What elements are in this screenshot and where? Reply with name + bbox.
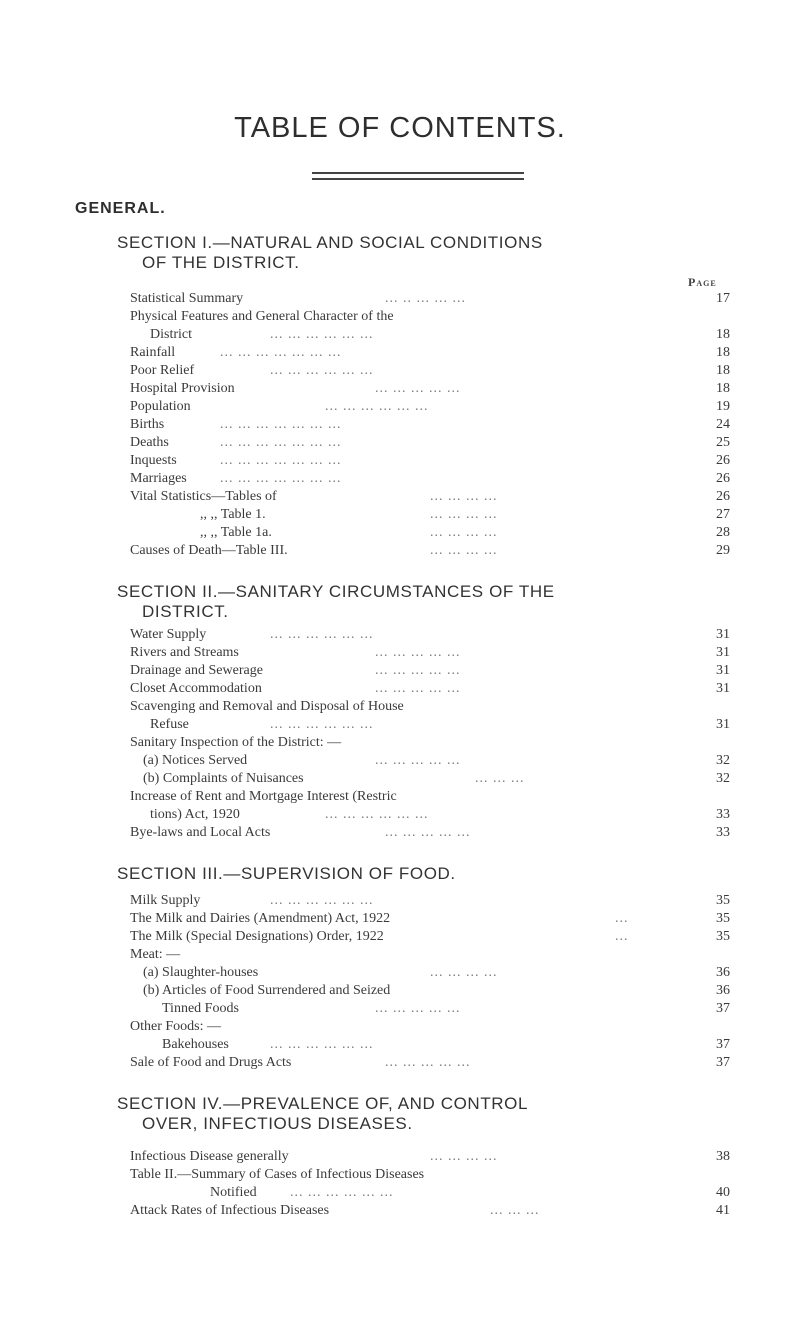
toc-entry[interactable]: Bakehouses ... ... ... ... ... ... 37 bbox=[162, 1037, 730, 1052]
toc-entry[interactable]: (b) Articles of Food Surrendered and Seized 36 bbox=[143, 983, 730, 998]
toc-entry[interactable]: District ... ... ... ... ... ... 18 bbox=[150, 327, 730, 342]
toc-entry[interactable]: Drainage and Sewerage ... ... ... ... ... 31 bbox=[130, 663, 730, 678]
section-heading-line2: DISTRICT. bbox=[142, 602, 229, 621]
section-2-heading bbox=[117, 582, 737, 622]
section-heading-line1: SECTION II.—SANITARY CIRCUMSTANCES OF THE bbox=[117, 582, 555, 601]
page-title: TABLE OF CONTENTS. bbox=[234, 112, 566, 144]
toc-entry[interactable]: Increase of Rent and Mortgage Interest (Restric bbox=[130, 789, 397, 804]
general-heading: GENERAL. bbox=[75, 200, 166, 217]
toc-entry[interactable]: Births ... ... ... ... ... ... ... 24 bbox=[130, 417, 730, 432]
section-1-heading bbox=[117, 233, 737, 273]
toc-entry[interactable]: tions) Act, 1920 ... ... ... ... ... ... 33 bbox=[150, 807, 730, 822]
toc-entry[interactable]: Hospital Provision ... ... ... ... ... 18 bbox=[130, 381, 730, 396]
section-4-heading bbox=[117, 1094, 737, 1134]
toc-entry[interactable]: Physical Features and General Character of the bbox=[130, 309, 394, 324]
toc-entry[interactable]: Vital Statistics—Tables of ... ... ... ... 26 bbox=[130, 489, 730, 504]
toc-entry[interactable]: Inquests ... ... ... ... ... ... ... 26 bbox=[130, 453, 730, 468]
toc-entry[interactable]: Population ... ... ... ... ... ... 19 bbox=[130, 399, 730, 414]
toc-entry[interactable]: Water Supply ... ... ... ... ... ... 31 bbox=[130, 627, 730, 642]
toc-entry[interactable]: Bye-laws and Local Acts ... ... ... ... ... 33 bbox=[130, 825, 730, 840]
toc-entry[interactable]: Poor Relief ... ... ... ... ... ... 18 bbox=[130, 363, 730, 378]
toc-entry[interactable]: The Milk (Special Designations) Order, 1922 ... 35 bbox=[130, 929, 730, 944]
toc-entry[interactable]: Scavenging and Removal and Disposal of House bbox=[130, 699, 404, 714]
toc-entry[interactable]: Attack Rates of Infectious Diseases ... ... ... 41 bbox=[130, 1203, 730, 1218]
toc-entry[interactable]: (a) Slaughter-houses ... ... ... ... 36 bbox=[143, 965, 730, 980]
toc-entry[interactable]: Infectious Disease generally ... ... ... ... 38 bbox=[130, 1149, 730, 1164]
section-3-heading bbox=[117, 864, 737, 884]
title-rule-lower bbox=[312, 178, 524, 180]
toc-entry[interactable]: Notified ... ... ... ... ... ... 40 bbox=[210, 1185, 730, 1200]
toc-entry[interactable]: ,, ,, Table 1. ... ... ... ... 27 bbox=[200, 507, 730, 522]
title-rule-upper bbox=[312, 172, 524, 174]
toc-entry[interactable]: Causes of Death—Table III. ... ... ... ... 29 bbox=[130, 543, 730, 558]
section-heading-line2: OF THE DISTRICT. bbox=[142, 253, 300, 272]
toc-entry[interactable]: Other Foods: — bbox=[130, 1019, 221, 1034]
toc-entry[interactable]: Marriages ... ... ... ... ... ... ... 26 bbox=[130, 471, 730, 486]
section-heading-line1: SECTION I.—NATURAL AND SOCIAL CONDITIONS bbox=[117, 233, 543, 252]
toc-entry[interactable]: Refuse ... ... ... ... ... ... 31 bbox=[150, 717, 730, 732]
toc-entry[interactable]: Rivers and Streams ... ... ... ... ... 31 bbox=[130, 645, 730, 660]
toc-entry[interactable]: Milk Supply ... ... ... ... ... ... 35 bbox=[130, 893, 730, 908]
toc-entry[interactable]: Sanitary Inspection of the District: — bbox=[130, 735, 342, 750]
toc-entry[interactable]: The Milk and Dairies (Amendment) Act, 1922 ... 35 bbox=[130, 911, 730, 926]
toc-entry[interactable]: Rainfall ... ... ... ... ... ... ... 18 bbox=[130, 345, 730, 360]
toc-entry[interactable]: ,, ,, Table 1a. ... ... ... ... 28 bbox=[200, 525, 730, 540]
toc-entry[interactable]: Meat: — bbox=[130, 947, 181, 962]
toc-entry[interactable]: Closet Accommodation ... ... ... ... ... 31 bbox=[130, 681, 730, 696]
toc-entry[interactable]: Statistical Summary ... .. ... ... ... 17 bbox=[130, 291, 730, 306]
toc-entry[interactable]: Tinned Foods ... ... ... ... ... 37 bbox=[162, 1001, 730, 1016]
toc-entry[interactable]: (b) Complaints of Nuisances ... ... ... 32 bbox=[143, 771, 730, 786]
section-heading-line1: SECTION III.—SUPERVISION OF FOOD. bbox=[117, 864, 456, 883]
toc-entry[interactable]: Table II.—Summary of Cases of Infectious Diseases bbox=[130, 1167, 425, 1182]
toc-entry[interactable]: Deaths ... ... ... ... ... ... ... 25 bbox=[130, 435, 730, 450]
page-column-header: Page bbox=[688, 275, 717, 289]
section-heading-line2: OVER, INFECTIOUS DISEASES. bbox=[142, 1114, 413, 1133]
toc-entry[interactable]: Sale of Food and Drugs Acts ... ... ... ... ... 37 bbox=[130, 1055, 730, 1070]
toc-entry[interactable]: (a) Notices Served ... ... ... ... ... 32 bbox=[143, 753, 730, 768]
section-heading-line1: SECTION IV.—PREVALENCE OF, AND CONTROL bbox=[117, 1094, 529, 1113]
